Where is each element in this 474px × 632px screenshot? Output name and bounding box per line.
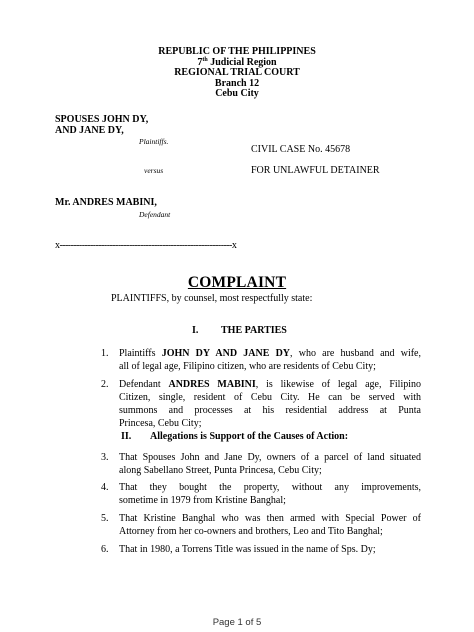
paragraph-number: 1. bbox=[101, 348, 109, 359]
paragraph-number: 5. bbox=[101, 513, 109, 524]
paragraph-line: That in 1980, a Torrens Title was issued in the name of Sps. Dy; bbox=[119, 544, 376, 555]
paragraph-line: Princesa, Cebu City; bbox=[119, 418, 202, 429]
party-name: ANDRES MABINI bbox=[168, 379, 256, 390]
header-city: Cebu City bbox=[215, 88, 259, 99]
paragraph-line bbox=[119, 347, 421, 360]
line-text: Defendant bbox=[119, 379, 169, 390]
caption-separator: x--------------------------------------------------------------x bbox=[55, 240, 237, 251]
paragraph-line: along Sabellano Street, Punta Princesa, Cebu City; bbox=[119, 465, 322, 476]
paragraph-line: summons and processes at his residential address at Punta bbox=[119, 405, 421, 416]
section-numeral: II. bbox=[121, 431, 132, 442]
section-numeral: I. bbox=[192, 325, 199, 336]
plaintiff-name-1: SPOUSES JOHN DY, bbox=[55, 114, 149, 125]
versus-label: versus bbox=[144, 166, 164, 175]
paragraph-line: Attorney from her co-owners and brothers, Leo and Tito Banghal; bbox=[119, 526, 383, 537]
paragraph-number: 3. bbox=[101, 452, 109, 463]
document-title: COMPLAINT bbox=[187, 274, 287, 291]
paragraph-3 bbox=[119, 451, 421, 477]
case-nature: FOR UNLAWFUL DETAINER bbox=[251, 165, 380, 176]
line-text: , is likewise of legal age, Filipino bbox=[255, 379, 421, 390]
paragraph-line: Citizen, single, resident of Cebu City. He can be served with bbox=[119, 392, 421, 403]
paragraph-2 bbox=[119, 378, 421, 430]
paragraph-1 bbox=[119, 347, 421, 373]
section-heading: Allegations is Support of the Causes of Action: bbox=[150, 431, 349, 442]
intro-statement: PLAINTIFFS, by counsel, most respectfully state: bbox=[111, 293, 313, 304]
section-heading: THE PARTIES bbox=[221, 325, 287, 336]
paragraph-6 bbox=[119, 543, 421, 556]
case-number: CIVIL CASE No. 45678 bbox=[251, 144, 351, 155]
paragraph-4 bbox=[119, 481, 421, 507]
plaintiff-name-2: AND JANE DY, bbox=[55, 125, 124, 136]
line-text: Plaintiffs bbox=[119, 348, 162, 359]
paragraph-line: That Spouses John and Jane Dy, owners of a parcel of land situated bbox=[119, 452, 421, 463]
header-republic: REPUBLIC OF THE PHILIPPINES bbox=[158, 46, 316, 57]
paragraph-line: sometime in 1979 from Kristine Banghal; bbox=[119, 495, 286, 506]
paragraph-line: That they bought the property, without any improvements, bbox=[119, 482, 421, 493]
paragraph-line bbox=[119, 378, 421, 391]
plaintiff-role: Plaintiffs. bbox=[139, 137, 169, 146]
header-region-suffix: th bbox=[202, 57, 208, 63]
paragraph-number: 6. bbox=[101, 544, 109, 555]
party-name: JOHN DY AND JANE DY bbox=[161, 348, 291, 359]
paragraph-number: 2. bbox=[101, 379, 109, 390]
paragraph-line: That Kristine Banghal who was then armed with Special Power of bbox=[119, 513, 421, 524]
paragraph-5 bbox=[119, 512, 421, 538]
defendant-role: Defendant bbox=[139, 210, 171, 219]
header-court: REGIONAL TRIAL COURT bbox=[174, 67, 300, 78]
line-text: , who are husband and wife, bbox=[290, 348, 421, 359]
header-region-text: Judicial Region bbox=[207, 57, 277, 68]
defendant-name: Mr. ANDRES MABINI, bbox=[55, 197, 157, 208]
header-branch: Branch 12 bbox=[214, 78, 260, 89]
header-region-number: 7 bbox=[197, 57, 203, 68]
paragraph-line: all of legal age, Filipino citizen, who are residents of Cebu City; bbox=[119, 361, 376, 372]
page-indicator: Page 1 of 5 bbox=[212, 617, 262, 628]
paragraph-number: 4. bbox=[101, 482, 109, 493]
